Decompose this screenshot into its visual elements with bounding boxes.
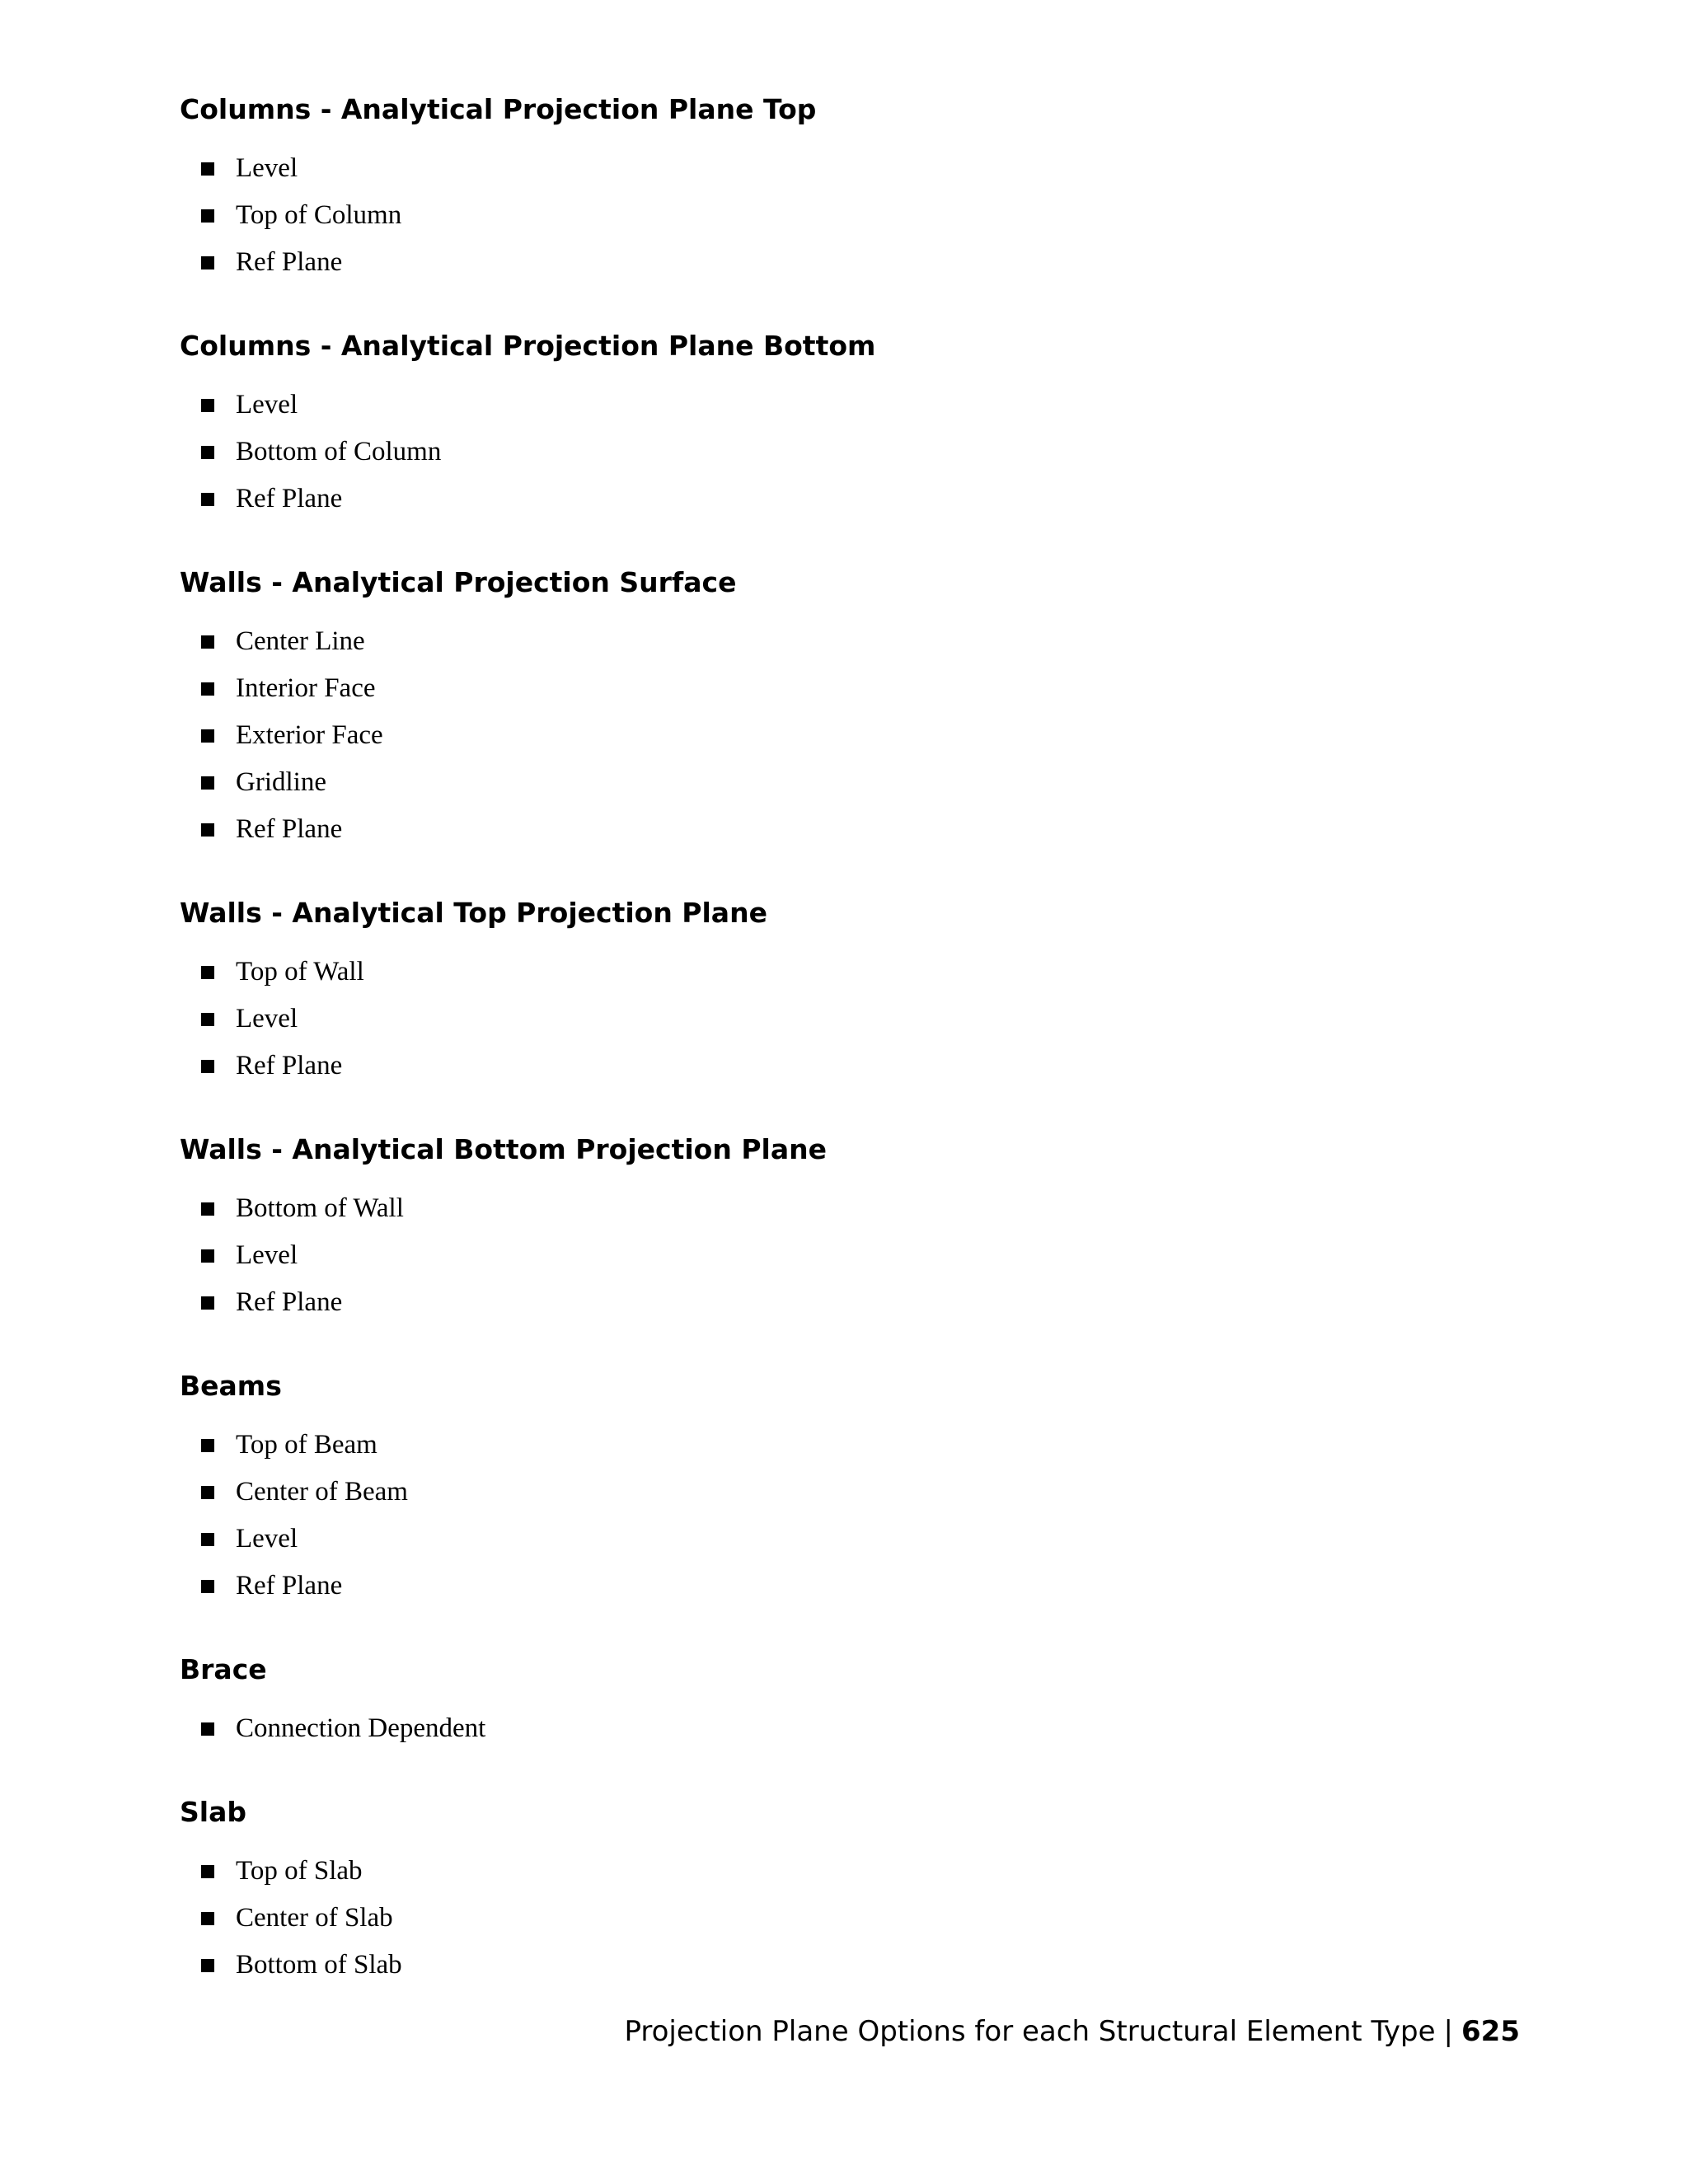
square-bullet-icon — [201, 1912, 214, 1925]
list-item — [180, 1185, 1515, 1232]
bullet-list — [180, 618, 1515, 853]
list-item-text: Top of Column — [236, 200, 402, 230]
bullet-list — [180, 1848, 1515, 1989]
list-item — [180, 1705, 1515, 1752]
list-item-text: Ref Plane — [236, 1051, 343, 1080]
list-item-text: Center of Slab — [236, 1903, 393, 1933]
list-item — [180, 806, 1515, 853]
square-bullet-icon — [201, 1865, 214, 1878]
list-item-text: Level — [236, 1004, 298, 1033]
footer-title: Projection Plane Options for each Structural Element Type — [624, 2015, 1436, 2048]
bullet-list — [180, 949, 1515, 1090]
list-item — [180, 1469, 1515, 1516]
square-bullet-icon — [201, 1013, 214, 1026]
bullet-list — [180, 145, 1515, 286]
list-item — [180, 429, 1515, 476]
list-item — [180, 1232, 1515, 1279]
section-heading: Columns - Analytical Projection Plane Bottom — [180, 330, 876, 362]
page-footer — [624, 2011, 1520, 2052]
list-item-text: Center Line — [236, 626, 365, 656]
bullet-list — [180, 382, 1515, 523]
list-item-text: Top of Beam — [236, 1430, 377, 1460]
square-bullet-icon — [201, 966, 214, 979]
square-bullet-icon — [201, 1486, 214, 1499]
list-item — [180, 1848, 1515, 1895]
list-item — [180, 759, 1515, 806]
section-walls-bottom — [180, 1129, 1515, 1326]
list-item-text: Ref Plane — [236, 1571, 343, 1601]
list-item-text: Bottom of Wall — [236, 1193, 404, 1223]
square-bullet-icon — [201, 776, 214, 790]
list-item-text: Ref Plane — [236, 1287, 343, 1317]
section-walls-surface — [180, 562, 1515, 853]
list-item — [180, 145, 1515, 192]
square-bullet-icon — [201, 256, 214, 269]
section-heading: Beams — [180, 1370, 282, 1402]
list-item-text: Gridline — [236, 767, 326, 797]
bullet-list — [180, 1422, 1515, 1610]
list-item-text: Center of Beam — [236, 1477, 408, 1507]
square-bullet-icon — [201, 1439, 214, 1452]
list-item — [180, 1279, 1515, 1326]
section-heading: Slab — [180, 1796, 246, 1828]
square-bullet-icon — [201, 1959, 214, 1972]
section-slab — [180, 1792, 1515, 1989]
list-item — [180, 476, 1515, 523]
square-bullet-icon — [201, 1533, 214, 1546]
square-bullet-icon — [201, 493, 214, 506]
square-bullet-icon — [201, 1060, 214, 1073]
list-item-text: Ref Plane — [236, 814, 343, 844]
square-bullet-icon — [201, 399, 214, 412]
list-item — [180, 996, 1515, 1043]
list-item-text: Connection Dependent — [236, 1713, 486, 1743]
list-item-text: Top of Wall — [236, 957, 364, 987]
list-item-text: Ref Plane — [236, 484, 343, 513]
list-item — [180, 1516, 1515, 1563]
square-bullet-icon — [201, 446, 214, 459]
section-brace — [180, 1649, 1515, 1752]
footer-separator: | — [1443, 2015, 1454, 2048]
list-item-text: Exterior Face — [236, 720, 383, 750]
list-item-text: Level — [236, 153, 298, 183]
square-bullet-icon — [201, 1580, 214, 1593]
list-item-text: Level — [236, 1524, 298, 1554]
list-item — [180, 1563, 1515, 1610]
square-bullet-icon — [201, 209, 214, 223]
square-bullet-icon — [201, 823, 214, 837]
square-bullet-icon — [201, 635, 214, 649]
list-item — [180, 712, 1515, 759]
list-item-text: Interior Face — [236, 673, 376, 703]
square-bullet-icon — [201, 162, 214, 176]
list-item-text: Level — [236, 390, 298, 419]
square-bullet-icon — [201, 1722, 214, 1736]
square-bullet-icon — [201, 1249, 214, 1263]
list-item — [180, 1895, 1515, 1942]
list-item — [180, 1422, 1515, 1469]
section-beams — [180, 1366, 1515, 1610]
square-bullet-icon — [201, 682, 214, 696]
list-item-text: Bottom of Column — [236, 437, 442, 466]
bullet-list — [180, 1185, 1515, 1326]
list-item — [180, 1043, 1515, 1090]
square-bullet-icon — [201, 729, 214, 743]
section-walls-top — [180, 893, 1515, 1090]
page-number: 625 — [1461, 2015, 1520, 2048]
list-item-text: Bottom of Slab — [236, 1950, 402, 1980]
section-heading: Walls - Analytical Bottom Projection Plane — [180, 1133, 827, 1165]
list-item-text: Ref Plane — [236, 247, 343, 277]
section-heading: Walls - Analytical Projection Surface — [180, 566, 737, 598]
page-content — [180, 89, 1515, 2028]
section-columns-top — [180, 89, 1515, 286]
list-item — [180, 665, 1515, 712]
list-item — [180, 192, 1515, 239]
list-item — [180, 949, 1515, 996]
section-columns-bottom — [180, 326, 1515, 523]
list-item — [180, 382, 1515, 429]
bullet-list — [180, 1705, 1515, 1752]
list-item-text: Top of Slab — [236, 1856, 363, 1886]
square-bullet-icon — [201, 1296, 214, 1310]
square-bullet-icon — [201, 1202, 214, 1216]
list-item — [180, 1942, 1515, 1989]
section-heading: Brace — [180, 1653, 267, 1685]
list-item — [180, 239, 1515, 286]
list-item — [180, 618, 1515, 665]
section-heading: Columns - Analytical Projection Plane Top — [180, 93, 817, 125]
list-item-text: Level — [236, 1240, 298, 1270]
section-heading: Walls - Analytical Top Projection Plane — [180, 897, 767, 929]
